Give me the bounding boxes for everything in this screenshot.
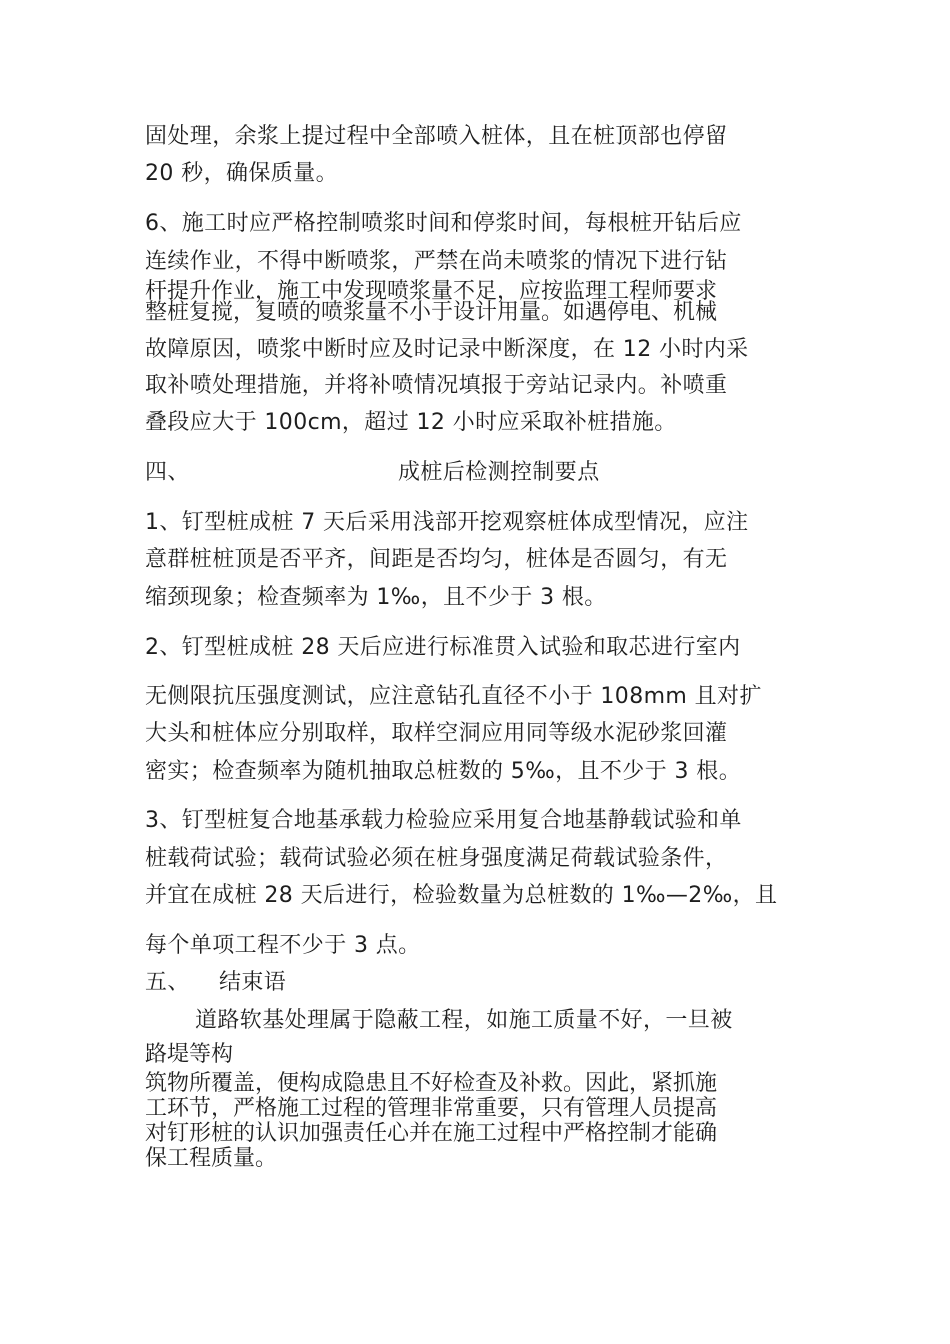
text-line: 6、施工时应严格控制喷浆时间和停浆时间，每根桩开钻后应: [145, 211, 742, 236]
text-line: 无侧限抗压强度测试，应注意钻孔直径不小于 108mm 且对扩: [145, 684, 762, 709]
text-line: 保工程质量。: [145, 1146, 278, 1171]
text-line: 大头和桩体应分别取样，取样空洞应用同等级水泥砂浆回灌: [145, 721, 728, 746]
text-line: 意群桩桩顶是否平齐，间距是否均匀，桩体是否圆匀，有无: [145, 547, 728, 572]
text-line: 密实；检查频率为随机抽取总桩数的 5‰，且不少于 3 根。: [145, 759, 742, 784]
text-line: 工环节，严格施工过程的管理非常重要，只有管理人员提高: [145, 1096, 718, 1121]
section-number: 五、: [145, 970, 190, 995]
text-line: 3、钉型桩复合地基承载力检验应采用复合地基静载试验和单: [145, 808, 742, 833]
text-line: 缩颈现象；检查频率为 1‰，且不少于 3 根。: [145, 585, 607, 610]
section-heading-5: [145, 970, 287, 996]
text-line: 对钉形桩的认识加强责任心并在施工过程中严格控制才能确: [145, 1121, 718, 1146]
text-line: 桩载荷试验；载荷试验必须在桩身强度满足荷载试验条件，: [145, 846, 728, 871]
section-title: 结束语: [219, 970, 287, 995]
text-line: 并宜在成桩 28 天后进行，检验数量为总桩数的 1‰—2‰，且: [145, 883, 778, 908]
text-line: 叠段应大于 100cm，超过 12 小时应采取补桩措施。: [145, 410, 677, 435]
text-line: 固处理，余浆上提过程中全部喷入桩体，且在桩顶部也停留: [145, 124, 728, 149]
text-line: 杆提升作业，施工中发现喷浆量不足，应按监理工程师要求: [145, 279, 718, 304]
text-line: 取补喷处理措施，并将补喷情况填报于旁站记录内。补喷重: [145, 373, 728, 398]
text-line: 20 秒，确保质量。: [145, 161, 338, 186]
text-line: 筑物所覆盖，便构成隐患且不好检查及补救。因此，紧抓施: [145, 1071, 718, 1096]
text-line: 故障原因，喷浆中断时应及时记录中断深度，在 12 小时内采: [145, 337, 749, 362]
section-heading-4: [145, 460, 600, 486]
section-number: 四、: [145, 460, 190, 485]
text-line: 整桩复搅，复喷的喷浆量不小于设计用量。如遇停电、机械: [145, 300, 718, 325]
text-line: 1、钉型桩成桩 7 天后采用浅部开挖观察桩体成型情况，应注: [145, 510, 749, 535]
text-line: 路堤等构: [145, 1042, 234, 1067]
section-title: 成桩后检测控制要点: [398, 460, 600, 485]
text-line: 连续作业，不得中断喷浆，严禁在尚未喷浆的情况下进行钻: [145, 249, 728, 274]
text-line: 每个单项工程不少于 3 点。: [145, 933, 421, 958]
text-line: 2、钉型桩成桩 28 天后应进行标准贯入试验和取芯进行室内: [145, 635, 741, 660]
text-line: 道路软基处理属于隐蔽工程，如施工质量不好，一旦被: [195, 1008, 733, 1033]
